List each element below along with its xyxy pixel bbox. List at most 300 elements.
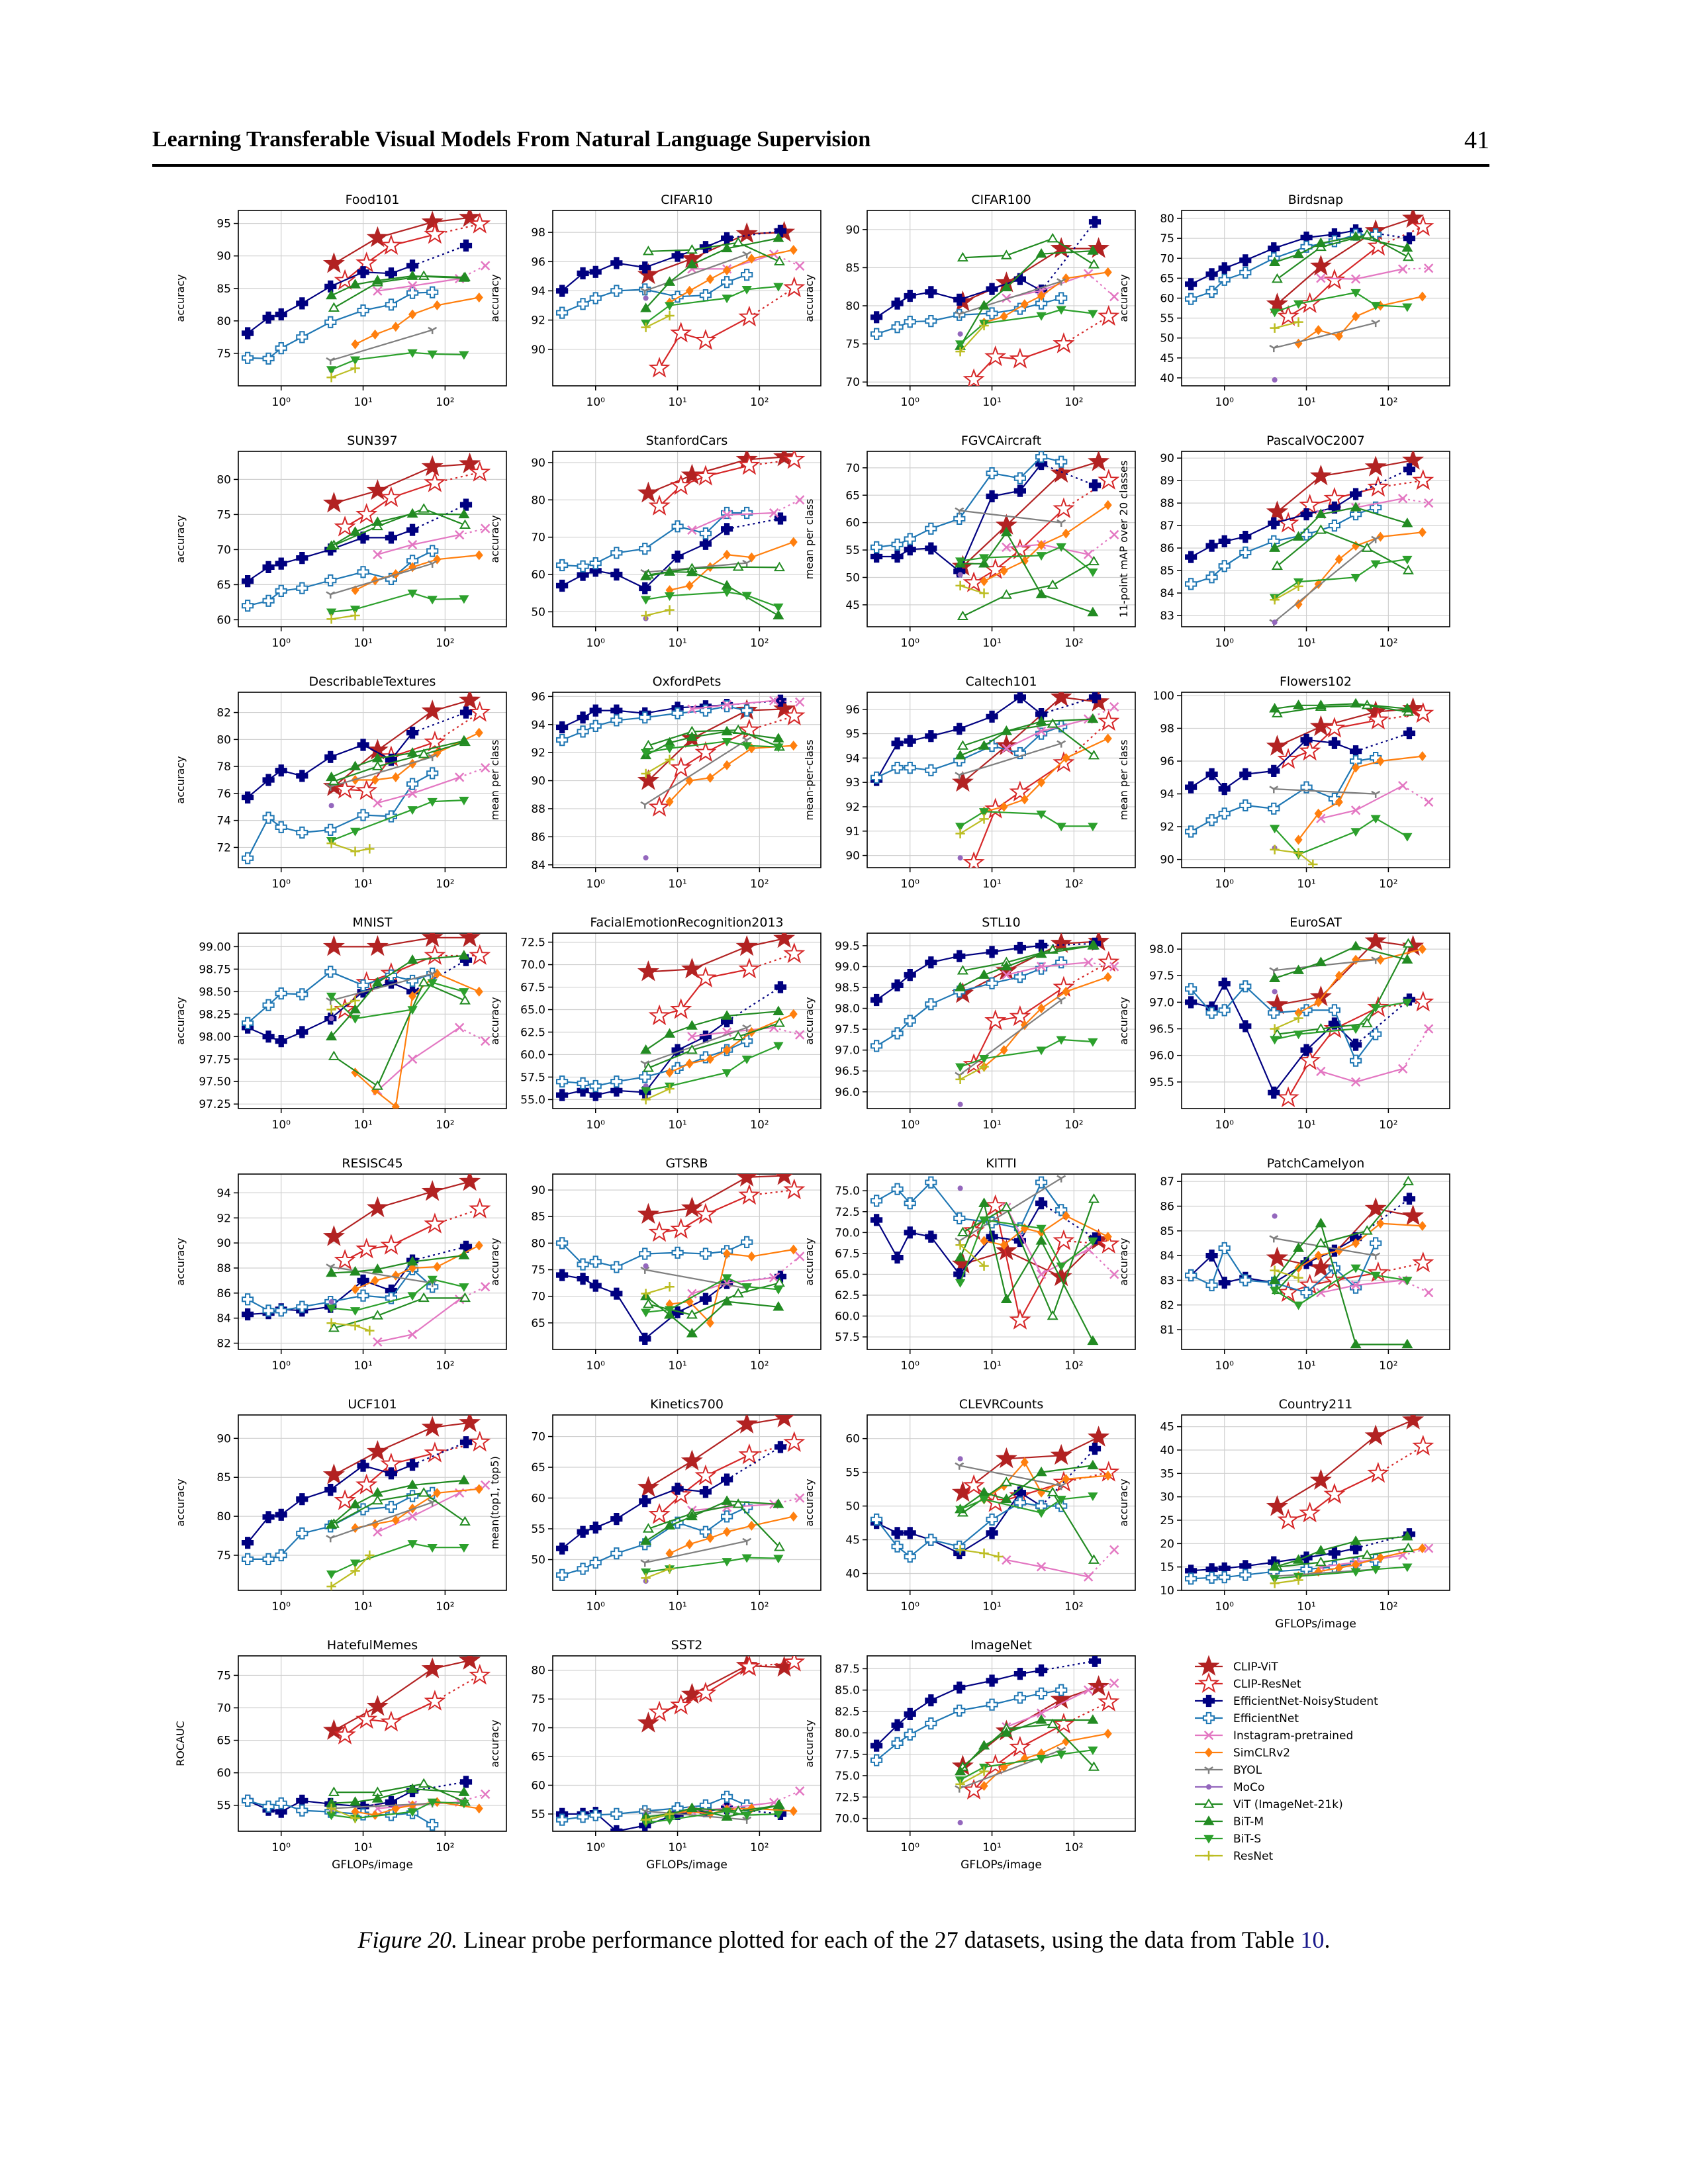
chart-fgvcaircraft bbox=[803, 433, 1135, 650]
chart-hatefulmemes bbox=[174, 1638, 506, 1872]
chart-title: DescribableTextures bbox=[308, 674, 436, 689]
y-tick-label: 88 bbox=[531, 802, 545, 816]
y-tick-label: 75 bbox=[531, 1693, 545, 1707]
y-tick-label: 86 bbox=[1160, 542, 1174, 556]
y-tick-label: 96.0 bbox=[835, 1085, 860, 1099]
x-tick-label: 10² bbox=[1379, 1600, 1398, 1614]
y-tick-label: 60 bbox=[845, 516, 860, 530]
y-tick-label: 60 bbox=[531, 1492, 545, 1506]
y-tick-label: 96.5 bbox=[835, 1065, 860, 1079]
x-tick-label: 10² bbox=[1064, 1118, 1084, 1132]
legend-marker-efficientnet-noisystudent bbox=[1203, 1696, 1214, 1706]
chart-pascalvoc2007 bbox=[1117, 433, 1450, 650]
x-tick-label: 10¹ bbox=[668, 637, 687, 650]
y-tick-label: 83 bbox=[1160, 1274, 1174, 1288]
y-tick-label: 99.0 bbox=[835, 960, 860, 974]
y-tick-label: 72.5 bbox=[835, 1791, 860, 1805]
x-axis-label: GFLOPs/image bbox=[961, 1858, 1042, 1872]
y-tick-label: 85.0 bbox=[835, 1684, 860, 1698]
point-moco bbox=[329, 803, 334, 808]
chart-resisc45 bbox=[174, 1156, 506, 1373]
x-tick-label: 10⁰ bbox=[271, 1118, 291, 1132]
x-tick-label: 10² bbox=[750, 637, 769, 650]
y-tick-label: 80.0 bbox=[835, 1727, 860, 1741]
x-axis-label: GFLOPs/image bbox=[1275, 1617, 1356, 1631]
x-tick-label: 10¹ bbox=[982, 878, 1002, 891]
running-header bbox=[152, 126, 1489, 167]
x-tick-label: 10¹ bbox=[1297, 1118, 1316, 1132]
chart-stanfordcars bbox=[489, 433, 821, 650]
x-tick-label: 10¹ bbox=[982, 1118, 1002, 1132]
legend-label-simclrv2: SimCLRv2 bbox=[1233, 1747, 1291, 1760]
chart-title: CIFAR100 bbox=[971, 193, 1031, 207]
x-tick-label: 10¹ bbox=[668, 1359, 687, 1373]
x-tick-label: 10⁰ bbox=[1215, 396, 1234, 409]
y-tick-label: 97.0 bbox=[835, 1044, 860, 1058]
x-tick-label: 10² bbox=[436, 878, 455, 891]
x-tick-label: 10¹ bbox=[1297, 396, 1316, 409]
x-tick-label: 10⁰ bbox=[586, 1841, 605, 1854]
y-axis-label: accuracy bbox=[174, 515, 187, 563]
y-tick-label: 70.0 bbox=[835, 1226, 860, 1240]
y-tick-label: 45 bbox=[845, 1533, 860, 1547]
y-tick-label: 80 bbox=[531, 1237, 545, 1251]
x-tick-label: 10¹ bbox=[982, 637, 1002, 650]
plot-area-sun397 bbox=[238, 451, 506, 627]
y-tick-label: 80 bbox=[1160, 212, 1174, 226]
x-tick-label: 10⁰ bbox=[271, 1841, 291, 1854]
y-axis-label: accuracy bbox=[1117, 1479, 1130, 1527]
y-tick-label: 85 bbox=[531, 1210, 545, 1224]
y-tick-label: 92 bbox=[845, 800, 860, 814]
y-tick-label: 97.75 bbox=[199, 1053, 231, 1067]
plot-area-imagenet bbox=[867, 1656, 1135, 1831]
y-tick-label: 50 bbox=[531, 606, 545, 619]
y-tick-label: 60 bbox=[1160, 292, 1174, 306]
y-tick-label: 96.5 bbox=[1149, 1023, 1174, 1036]
y-tick-label: 87 bbox=[1160, 1175, 1174, 1189]
legend-label-bit-m: BiT-M bbox=[1233, 1815, 1264, 1829]
x-tick-label: 10² bbox=[1379, 637, 1398, 650]
y-axis-label: accuracy bbox=[803, 1479, 816, 1527]
caption-label: Figure 20. bbox=[357, 1927, 458, 1953]
x-tick-label: 10⁰ bbox=[900, 1118, 919, 1132]
x-tick-label: 10¹ bbox=[353, 878, 373, 891]
chart-title: Kinetics700 bbox=[650, 1397, 724, 1412]
x-tick-label: 10⁰ bbox=[586, 396, 605, 409]
y-tick-label: 87 bbox=[1160, 520, 1174, 533]
chart-title: CIFAR10 bbox=[661, 193, 713, 207]
plot-area-flowers102 bbox=[1182, 692, 1450, 868]
y-tick-label: 75 bbox=[216, 1549, 231, 1563]
point-moco bbox=[643, 855, 649, 860]
chart-title: KITTI bbox=[986, 1156, 1017, 1171]
x-tick-label: 10¹ bbox=[1297, 1359, 1316, 1373]
chart-ucf101 bbox=[174, 1397, 506, 1614]
y-tick-label: 93 bbox=[845, 776, 860, 790]
y-tick-label: 94 bbox=[845, 752, 860, 766]
y-axis-label: ROCAUC bbox=[174, 1721, 187, 1766]
caption-table-ref[interactable]: 10 bbox=[1300, 1927, 1325, 1953]
legend bbox=[1195, 1657, 1378, 1863]
plot-area-resisc45 bbox=[238, 1174, 506, 1349]
legend-label-vit-imagenet-21k: ViT (ImageNet-21k) bbox=[1233, 1798, 1343, 1811]
x-tick-label: 10¹ bbox=[982, 1359, 1002, 1373]
y-tick-label: 55 bbox=[845, 544, 860, 558]
legend-marker-byol bbox=[1205, 1767, 1213, 1774]
x-tick-label: 10⁰ bbox=[586, 1118, 605, 1132]
y-axis-label: accuracy bbox=[803, 997, 816, 1045]
point-moco bbox=[329, 1299, 334, 1304]
y-tick-label: 55 bbox=[531, 1807, 545, 1821]
y-tick-label: 90 bbox=[1160, 452, 1174, 466]
y-tick-label: 77.5 bbox=[835, 1748, 860, 1762]
x-axis-label: GFLOPs/image bbox=[332, 1858, 413, 1872]
x-tick-label: 10² bbox=[436, 1118, 455, 1132]
y-tick-label: 80 bbox=[216, 1510, 231, 1524]
x-tick-label: 10² bbox=[750, 1359, 769, 1373]
y-tick-label: 62.5 bbox=[835, 1289, 860, 1302]
y-tick-label: 98.50 bbox=[199, 985, 231, 999]
chart-kinetics700 bbox=[489, 1397, 821, 1614]
x-tick-label: 10¹ bbox=[1297, 1600, 1316, 1614]
y-tick-label: 57.5 bbox=[835, 1331, 860, 1345]
legend-label-efficientnet-noisystudent: EfficientNet-NoisyStudent bbox=[1233, 1695, 1378, 1708]
y-tick-label: 84 bbox=[216, 1312, 231, 1326]
y-tick-label: 75.0 bbox=[835, 1769, 860, 1783]
chart-title: FGVCAircraft bbox=[961, 433, 1042, 448]
x-tick-label: 10⁰ bbox=[271, 637, 291, 650]
y-tick-label: 96 bbox=[1160, 755, 1174, 769]
y-tick-label: 99.5 bbox=[835, 939, 860, 953]
y-tick-label: 97.50 bbox=[199, 1075, 231, 1089]
x-tick-label: 10² bbox=[436, 637, 455, 650]
y-tick-label: 98.75 bbox=[199, 963, 231, 977]
y-tick-label: 90 bbox=[531, 456, 545, 470]
y-tick-label: 97.5 bbox=[835, 1023, 860, 1037]
chart-facialemotionrecognition2013 bbox=[489, 915, 821, 1132]
y-axis-label: mean-per-class bbox=[803, 739, 816, 821]
y-tick-label: 96 bbox=[531, 690, 545, 704]
y-tick-label: 75 bbox=[845, 338, 860, 351]
y-tick-label: 99.00 bbox=[199, 940, 231, 954]
y-tick-label: 76 bbox=[216, 787, 231, 801]
x-tick-label: 10¹ bbox=[353, 637, 373, 650]
x-tick-label: 10¹ bbox=[982, 1600, 1002, 1614]
y-tick-label: 85 bbox=[1160, 1224, 1174, 1238]
x-tick-label: 10⁰ bbox=[900, 396, 919, 409]
point-moco bbox=[958, 1820, 963, 1825]
y-tick-label: 70 bbox=[531, 1290, 545, 1304]
chart-title: STL10 bbox=[982, 915, 1021, 930]
y-axis-label: accuracy bbox=[174, 274, 187, 322]
y-tick-label: 70 bbox=[531, 531, 545, 545]
x-tick-label: 10² bbox=[1379, 396, 1398, 409]
y-tick-label: 85 bbox=[216, 282, 231, 296]
y-tick-label: 88 bbox=[216, 1261, 231, 1275]
x-tick-label: 10¹ bbox=[353, 1359, 373, 1373]
y-tick-label: 80 bbox=[216, 473, 231, 487]
y-tick-label: 25 bbox=[1160, 1514, 1174, 1527]
y-tick-label: 40 bbox=[845, 1567, 860, 1581]
x-tick-label: 10¹ bbox=[982, 1841, 1002, 1854]
point-moco bbox=[643, 295, 649, 300]
y-tick-label: 90 bbox=[845, 849, 860, 863]
legend-marker-moco bbox=[1206, 1784, 1211, 1790]
x-tick-label: 10¹ bbox=[353, 1600, 373, 1614]
y-tick-label: 83 bbox=[1160, 610, 1174, 623]
y-tick-label: 67.5 bbox=[520, 981, 545, 995]
y-tick-label: 82 bbox=[216, 1337, 231, 1351]
x-tick-label: 10² bbox=[1064, 878, 1084, 891]
chart-title: CLEVRCounts bbox=[959, 1397, 1044, 1412]
y-tick-label: 98.00 bbox=[199, 1030, 231, 1044]
x-tick-label: 10⁰ bbox=[586, 878, 605, 891]
chart-title: PatchCamelyon bbox=[1266, 1156, 1365, 1171]
chart-title: Birdsnap bbox=[1288, 193, 1344, 207]
y-tick-label: 94 bbox=[216, 1187, 231, 1201]
chart-title: Flowers102 bbox=[1279, 674, 1352, 689]
y-tick-label: 91 bbox=[845, 825, 860, 839]
y-tick-label: 98.0 bbox=[835, 1002, 860, 1016]
y-tick-label: 50 bbox=[845, 1500, 860, 1514]
x-tick-label: 10⁰ bbox=[1215, 878, 1234, 891]
y-tick-label: 97.0 bbox=[1149, 996, 1174, 1010]
y-tick-label: 57.5 bbox=[520, 1071, 545, 1085]
point-moco bbox=[958, 1102, 963, 1107]
x-tick-label: 10² bbox=[750, 1600, 769, 1614]
chart-title: UCF101 bbox=[348, 1397, 397, 1412]
y-tick-label: 80 bbox=[216, 733, 231, 747]
y-axis-label: 11-point mAP over 20 classes bbox=[1117, 460, 1130, 618]
y-tick-label: 60 bbox=[216, 614, 231, 627]
y-tick-label: 86 bbox=[1160, 1200, 1174, 1214]
x-tick-label: 10⁰ bbox=[271, 1359, 291, 1373]
y-tick-label: 45 bbox=[1160, 1420, 1174, 1434]
y-tick-label: 72.5 bbox=[520, 936, 545, 950]
legend-marker-clip-resnet bbox=[1199, 1674, 1217, 1692]
y-tick-label: 96.0 bbox=[1149, 1049, 1174, 1063]
chart-title: OxfordPets bbox=[652, 674, 722, 689]
y-axis-label: mean per class bbox=[803, 498, 816, 580]
point-moco bbox=[1272, 989, 1278, 994]
chart-title: StanfordCars bbox=[645, 433, 728, 448]
y-tick-label: 90 bbox=[531, 343, 545, 357]
y-tick-label: 65.0 bbox=[835, 1268, 860, 1282]
y-tick-label: 70.0 bbox=[520, 958, 545, 972]
y-tick-label: 70 bbox=[1160, 252, 1174, 266]
y-tick-label: 95 bbox=[845, 727, 860, 741]
y-tick-label: 65 bbox=[1160, 272, 1174, 286]
y-tick-label: 67.5 bbox=[835, 1247, 860, 1261]
x-tick-label: 10⁰ bbox=[1215, 637, 1234, 650]
y-tick-label: 81 bbox=[1160, 1324, 1174, 1338]
y-tick-label: 65 bbox=[845, 489, 860, 503]
y-tick-label: 98.5 bbox=[835, 981, 860, 995]
x-axis-label: GFLOPs/image bbox=[646, 1858, 727, 1872]
y-tick-label: 80 bbox=[531, 1664, 545, 1678]
y-tick-label: 89 bbox=[1160, 475, 1174, 488]
y-tick-label: 65 bbox=[531, 1751, 545, 1764]
x-tick-label: 10² bbox=[750, 1841, 769, 1854]
point-moco bbox=[958, 855, 963, 860]
y-tick-label: 78 bbox=[216, 760, 231, 774]
y-tick-label: 82 bbox=[216, 706, 231, 720]
y-tick-label: 86 bbox=[216, 1287, 231, 1300]
y-tick-label: 60.0 bbox=[520, 1048, 545, 1062]
figure-caption bbox=[0, 1926, 1688, 1954]
x-tick-label: 10² bbox=[1379, 1118, 1398, 1132]
y-tick-label: 97.25 bbox=[199, 1098, 231, 1112]
x-tick-label: 10² bbox=[1064, 637, 1084, 650]
chart-eurosat bbox=[1117, 915, 1450, 1132]
chart-sun397 bbox=[174, 433, 506, 650]
chart-title: SST2 bbox=[671, 1638, 703, 1653]
x-tick-label: 10⁰ bbox=[586, 1600, 605, 1614]
chart-stl10 bbox=[803, 915, 1135, 1132]
y-axis-label: mean per class bbox=[489, 739, 501, 821]
y-axis-label: accuracy bbox=[803, 1238, 816, 1286]
x-tick-label: 10⁰ bbox=[586, 1359, 605, 1373]
y-axis-label: accuracy bbox=[489, 1719, 501, 1768]
y-tick-label: 98.25 bbox=[199, 1008, 231, 1022]
legend-label-bit-s: BiT-S bbox=[1233, 1833, 1262, 1846]
x-tick-label: 10² bbox=[436, 1841, 455, 1854]
chart-title: ImageNet bbox=[970, 1638, 1032, 1653]
page-number: 41 bbox=[1464, 126, 1489, 154]
y-tick-label: 40 bbox=[1160, 1444, 1174, 1457]
chart-cifar10 bbox=[489, 193, 821, 409]
point-moco bbox=[1272, 377, 1278, 383]
y-tick-label: 85 bbox=[1160, 565, 1174, 578]
point-moco bbox=[329, 1016, 334, 1021]
x-tick-label: 10⁰ bbox=[271, 878, 291, 891]
legend-label-moco: MoCo bbox=[1233, 1781, 1265, 1794]
y-tick-label: 70 bbox=[216, 543, 231, 557]
y-tick-label: 60 bbox=[216, 1766, 231, 1780]
y-axis-label: accuracy bbox=[489, 515, 501, 563]
chart-country211 bbox=[1117, 1397, 1450, 1631]
chart-title: GTSRB bbox=[665, 1156, 708, 1171]
y-tick-label: 50 bbox=[845, 571, 860, 585]
chart-title: PascalVOC2007 bbox=[1266, 433, 1365, 448]
y-tick-label: 65 bbox=[216, 578, 231, 592]
y-axis-label: accuracy bbox=[489, 1238, 501, 1286]
x-tick-label: 10⁰ bbox=[1215, 1359, 1234, 1373]
y-tick-label: 97.5 bbox=[1149, 970, 1174, 983]
x-tick-label: 10² bbox=[1064, 1841, 1084, 1854]
y-tick-label: 94 bbox=[1160, 788, 1174, 801]
y-tick-label: 88 bbox=[1160, 497, 1174, 511]
x-tick-label: 10⁰ bbox=[271, 396, 291, 409]
point-moco bbox=[1272, 619, 1278, 625]
y-axis-label: accuracy bbox=[803, 1719, 816, 1768]
y-tick-label: 90 bbox=[216, 250, 231, 263]
x-tick-label: 10¹ bbox=[668, 1841, 687, 1854]
y-tick-label: 90 bbox=[1160, 853, 1174, 867]
legend-marker-efficientnet bbox=[1203, 1713, 1214, 1723]
legend-label-clip-resnet: CLIP-ResNet bbox=[1233, 1678, 1301, 1691]
y-axis-label: accuracy bbox=[1117, 997, 1130, 1045]
y-tick-label: 70 bbox=[845, 461, 860, 475]
y-tick-label: 55 bbox=[845, 1466, 860, 1480]
y-tick-label: 65 bbox=[531, 1461, 545, 1475]
y-tick-label: 84 bbox=[1160, 1250, 1174, 1263]
chart-oxfordpets bbox=[489, 674, 821, 891]
x-tick-label: 10⁰ bbox=[900, 1359, 919, 1373]
y-tick-label: 70.0 bbox=[835, 1812, 860, 1826]
y-tick-label: 72 bbox=[216, 841, 231, 855]
y-tick-label: 80 bbox=[845, 300, 860, 314]
y-tick-label: 60 bbox=[531, 1779, 545, 1793]
x-tick-label: 10² bbox=[1379, 1359, 1398, 1373]
y-tick-label: 86 bbox=[531, 831, 545, 844]
y-tick-label: 94 bbox=[531, 718, 545, 732]
chart-food101 bbox=[174, 193, 506, 409]
x-tick-label: 10² bbox=[750, 878, 769, 891]
y-axis-label: mean(top1, top5) bbox=[489, 1456, 501, 1549]
y-tick-label: 100 bbox=[1152, 689, 1174, 703]
y-tick-label: 74 bbox=[216, 814, 231, 828]
chart-patchcamelyon bbox=[1117, 1156, 1450, 1373]
y-tick-label: 95 bbox=[216, 217, 231, 231]
y-tick-label: 55 bbox=[1160, 312, 1174, 326]
x-tick-label: 10² bbox=[436, 1600, 455, 1614]
chart-title: Country211 bbox=[1278, 1397, 1353, 1412]
x-tick-label: 10¹ bbox=[668, 396, 687, 409]
x-tick-label: 10² bbox=[1064, 1359, 1084, 1373]
y-axis-label: accuracy bbox=[1117, 1238, 1130, 1286]
y-tick-label: 62.5 bbox=[520, 1026, 545, 1040]
point-moco bbox=[1272, 1213, 1278, 1218]
y-tick-label: 84 bbox=[531, 858, 545, 872]
y-tick-label: 84 bbox=[1160, 587, 1174, 601]
y-tick-label: 85 bbox=[216, 1471, 231, 1485]
x-tick-label: 10⁰ bbox=[271, 1600, 291, 1614]
y-axis-label: accuracy bbox=[803, 274, 816, 322]
y-tick-label: 98.0 bbox=[1149, 943, 1174, 957]
y-tick-label: 60 bbox=[845, 1432, 860, 1446]
y-tick-label: 20 bbox=[1160, 1537, 1174, 1551]
y-tick-label: 10 bbox=[1160, 1584, 1174, 1598]
x-tick-label: 10¹ bbox=[353, 1118, 373, 1132]
legend-label-instagram-pretrained: Instagram-pretrained bbox=[1233, 1729, 1354, 1743]
x-tick-label: 10⁰ bbox=[1215, 1118, 1234, 1132]
chart-sst2 bbox=[489, 1638, 821, 1872]
chart-title: Caltech101 bbox=[965, 674, 1037, 689]
x-tick-label: 10² bbox=[1064, 1600, 1084, 1614]
legend-marker-clip-vit bbox=[1199, 1657, 1217, 1674]
y-tick-label: 70 bbox=[845, 376, 860, 390]
running-title: Learning Transferable Visual Models From Natural Language Supervision bbox=[152, 127, 871, 152]
y-tick-label: 45 bbox=[845, 598, 860, 612]
caption-end: . bbox=[1324, 1927, 1331, 1953]
x-tick-label: 10² bbox=[1379, 878, 1398, 891]
x-tick-label: 10¹ bbox=[353, 1841, 373, 1854]
x-tick-label: 10² bbox=[1064, 396, 1084, 409]
chart-kitti bbox=[803, 1156, 1135, 1373]
x-tick-label: 10¹ bbox=[1297, 878, 1316, 891]
y-tick-label: 90 bbox=[531, 1184, 545, 1198]
x-tick-label: 10⁰ bbox=[900, 1841, 919, 1854]
chart-mnist bbox=[174, 915, 506, 1132]
y-tick-label: 55 bbox=[216, 1799, 231, 1813]
y-tick-label: 70 bbox=[216, 1702, 231, 1715]
y-tick-label: 70 bbox=[531, 1721, 545, 1735]
y-tick-label: 65.0 bbox=[520, 1003, 545, 1017]
y-tick-label: 92 bbox=[1160, 821, 1174, 835]
chart-title: FacialEmotionRecognition2013 bbox=[590, 915, 784, 930]
